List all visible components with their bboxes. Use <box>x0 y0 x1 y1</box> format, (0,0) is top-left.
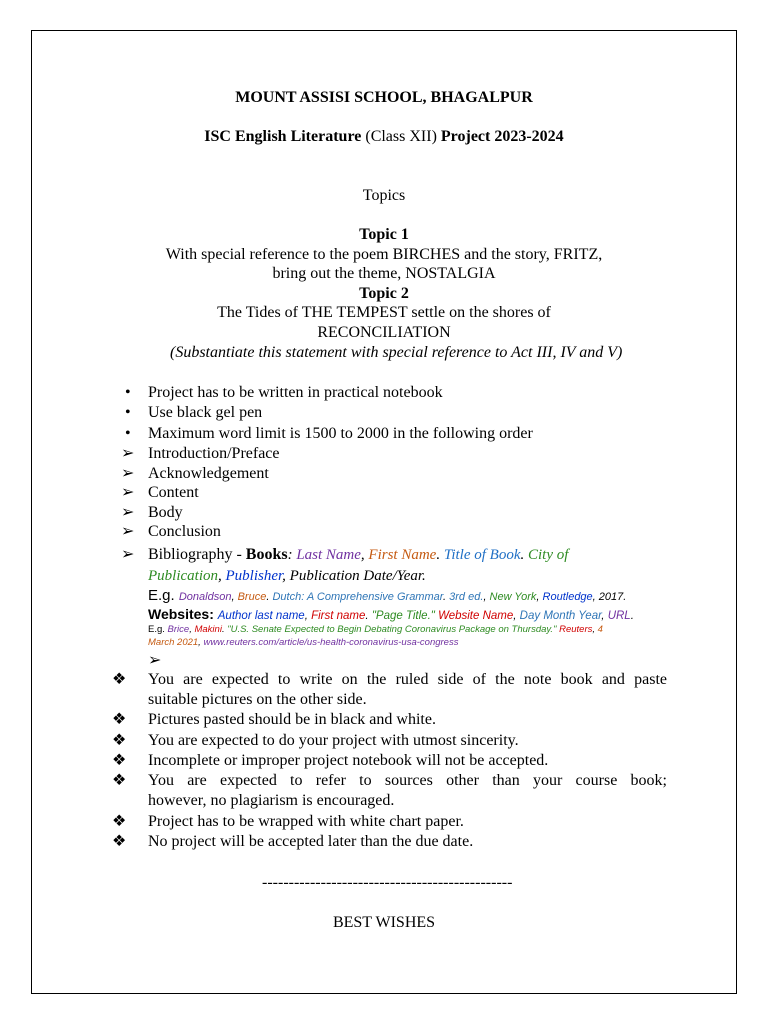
separator: . <box>221 624 228 635</box>
separator: . <box>436 547 444 563</box>
example-part: New York <box>489 591 537 603</box>
topic1-title: Topic 1 <box>359 226 409 243</box>
example-part: www.reuters.com/article/us-health-coronavirus-usa-congress <box>203 637 459 648</box>
web-part: Day Month Year <box>519 610 602 622</box>
rule-item: You are expected to do your project with utmost sincerity. <box>148 732 519 749</box>
diamond-bullet-icon: ❖ <box>112 732 127 749</box>
web-part: First name <box>311 610 366 622</box>
separator: . <box>422 568 426 584</box>
diamond-bullet-icon: ❖ <box>112 772 127 789</box>
topic2-title: Topic 2 <box>359 285 409 302</box>
arrow-bullet-icon: ➢ <box>121 445 135 462</box>
separator: , <box>601 610 608 622</box>
separator: , <box>483 591 490 603</box>
example-part: Bruce <box>237 591 267 603</box>
list-item: Maximum word limit is 1500 to 2000 in the following order <box>148 425 533 442</box>
separator: , <box>592 591 599 603</box>
list-item: Project has to be written in practical notebook <box>148 384 443 401</box>
divider-line: ----------------------------------------------- <box>262 874 513 891</box>
example-part: March 2021 <box>148 637 199 648</box>
example-part: Dutch: A Comprehensive Grammar <box>272 591 444 603</box>
rule-item-continued: suitable pictures on the other side. <box>148 691 367 708</box>
separator: , <box>231 591 238 603</box>
rule-item: You are expected to write on the ruled side of the note book and paste <box>148 671 667 688</box>
separator: , <box>513 610 520 622</box>
diamond-bullet-icon: ❖ <box>112 671 127 688</box>
separator: , <box>536 591 543 603</box>
publisher-field: Publisher <box>225 568 283 584</box>
example-part: Routledge <box>542 591 593 603</box>
city-field: City of <box>528 547 569 563</box>
list-item: Content <box>148 484 199 501</box>
bibliography-label: Bibliography - <box>148 546 246 563</box>
example-part: 3rd ed. <box>449 591 484 603</box>
separator: , <box>592 624 598 635</box>
separator: , <box>304 610 312 622</box>
bibliography-books-line <box>148 545 568 565</box>
rule-item-continued: however, no plagiarism is encouraged. <box>148 792 395 809</box>
separator: . <box>266 591 273 603</box>
books-label: Books <box>245 546 288 563</box>
web-part: URL <box>607 610 631 622</box>
diamond-bullet-icon: ❖ <box>112 833 127 850</box>
bullet-dot-icon: • <box>125 384 131 401</box>
subject-line <box>31 127 737 147</box>
rule-item: Incomplete or improper project notebook will not be accepted. <box>148 752 549 769</box>
separator: , <box>189 624 195 635</box>
arrow-bullet-icon: ➢ <box>121 523 135 540</box>
example-part: Reuters <box>559 624 593 635</box>
bibliography-books-line2 <box>148 566 426 586</box>
last-name-field: Last Name <box>296 547 361 563</box>
empty-arrow-bullet-icon: ➢ <box>148 652 162 669</box>
subject-project: Project 2023-2024 <box>440 128 564 145</box>
example-part: Donaldson <box>178 591 232 603</box>
separator: . <box>520 547 528 563</box>
list-item: Use black gel pen <box>148 404 263 421</box>
arrow-bullet-icon: ➢ <box>121 504 135 521</box>
websites-example-line2 <box>148 636 458 649</box>
web-part: Website Name <box>438 610 514 622</box>
arrow-bullet-icon: ➢ <box>121 484 135 501</box>
websites-label: Websites: <box>148 606 218 622</box>
example-part: Brice <box>167 624 190 635</box>
topic2-note: (Substantiate this statement with special reference to Act III, IV and V) <box>170 344 623 361</box>
arrow-bullet-icon: ➢ <box>121 546 135 563</box>
separator: , <box>198 637 204 648</box>
separator: . <box>630 610 634 622</box>
date-field: Publication Date/Year <box>289 568 423 584</box>
separator: , <box>282 568 290 584</box>
example-part: 2017 <box>598 591 624 603</box>
rule-item: Pictures pasted should be in black and white. <box>148 711 436 728</box>
diamond-bullet-icon: ❖ <box>112 752 127 769</box>
subject-title: ISC English Literature <box>204 128 362 145</box>
websites-example-line <box>148 623 603 636</box>
separator: . <box>365 610 372 622</box>
topic1-line1: With special reference to the poem BIRCHES and the story, FRITZ, <box>165 246 603 263</box>
diamond-bullet-icon: ❖ <box>112 711 127 728</box>
separator: , <box>218 568 226 584</box>
example-label: E.g. <box>148 587 179 604</box>
publication-field: Publication <box>148 568 218 584</box>
bullet-dot-icon: • <box>125 404 131 421</box>
list-item: Conclusion <box>148 523 221 540</box>
school-name: MOUNT ASSISI SCHOOL, BHAGALPUR <box>235 89 533 106</box>
example-part: 4 <box>597 624 603 635</box>
title-field: Title of Book <box>443 547 521 563</box>
example-part: "U.S. Senate Expected to Begin Debating Coronavirus Package on Thursday." <box>227 624 557 635</box>
web-part: "Page Title." <box>371 610 435 622</box>
example-part: Makini <box>194 624 222 635</box>
rule-item: You are expected to refer to sources other than your course book; <box>148 772 667 789</box>
rule-item: No project will be accepted later than the due date. <box>148 833 474 850</box>
example-label: E.g. <box>148 624 168 635</box>
closing-text: BEST WISHES <box>332 914 436 931</box>
topic1-line2: bring out the theme, NOSTALGIA <box>272 265 496 282</box>
rule-item: Project has to be wrapped with white chart paper. <box>148 813 464 830</box>
first-name-field: First Name <box>368 547 437 563</box>
web-part: Author last name <box>217 610 305 622</box>
separator: , <box>360 547 369 563</box>
separator: : <box>287 547 297 563</box>
separator: . <box>623 591 627 603</box>
subject-class: (Class XII) <box>361 128 441 145</box>
topic2-line2: RECONCILIATION <box>317 324 451 341</box>
arrow-bullet-icon: ➢ <box>121 465 135 482</box>
topic2-line1: The Tides of THE TEMPEST settle on the shores of <box>217 304 551 321</box>
bullet-dot-icon: • <box>125 425 131 442</box>
topics-heading: Topics <box>362 187 406 204</box>
list-item: Acknowledgement <box>148 465 269 482</box>
diamond-bullet-icon: ❖ <box>112 813 127 830</box>
list-item: Body <box>148 504 183 521</box>
list-item: Introduction/Preface <box>148 445 280 462</box>
separator: . <box>443 591 450 603</box>
